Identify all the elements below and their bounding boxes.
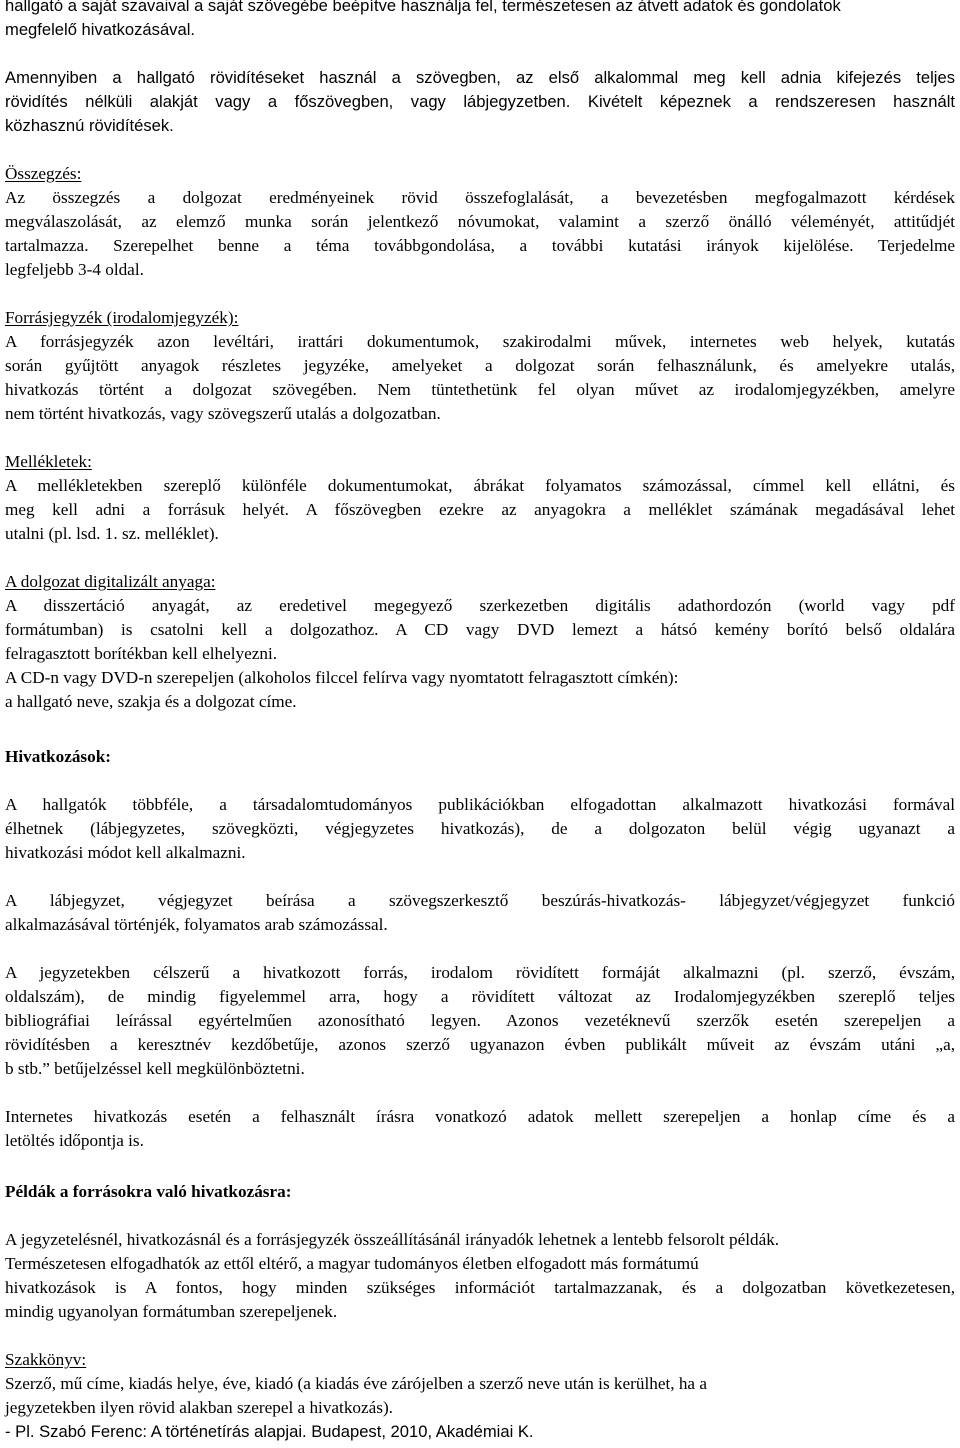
- text-line: tartalmazza. Szerepelhet benne a téma továbbgondolása, a további kutatási irányok kijelölése. Terjedelme: [5, 236, 955, 255]
- text-line: Természetesen elfogadhatók az ettől eltérő, a magyar tudományos életben elfogadott más formátumú: [5, 1254, 699, 1273]
- text-line: A jegyzetelésnél, hivatkozásnál és a forrásjegyzék összeállításánál irányadók lehetnek a lentebb felsorolt példák.: [5, 1230, 780, 1249]
- text-line: oldalszám), de mindig figyelemmel arra, hogy a rövidített változat az Irodalomjegyzékben szereplő teljes: [5, 987, 955, 1006]
- text-line: Az összegzés a dolgozat eredményeinek rövid összefoglalását, a bevezetésben megfogalmazott kérdések: [5, 188, 955, 207]
- text-line: felragasztott borítékban kell elhelyezni.: [5, 644, 278, 663]
- text-line: rövidítés nélküli alakját vagy a főszövegben, vagy lábjegyzetben. Kivételt képeznek a rendszeresen használt: [5, 92, 955, 111]
- section-heading: Szakkönyv:: [5, 1350, 87, 1369]
- text-line: bibliográfiai leírással egyértelműen azonosítható legyen. Azonos vezetéknevű szerzők esetén szerepeljen a: [5, 1011, 955, 1030]
- text-line: A jegyzetekben célszerű a hivatkozott forrás, irodalom rövidített formáját alkalmazni (pl. szerző, évszám,: [5, 963, 955, 982]
- text-line: élhetnek (lábjegyzetes, szövegközti, végjegyzetes hivatkozás), de a dolgozaton belül végig ugyanazt a: [5, 819, 955, 838]
- section-heading: Mellékletek:: [5, 452, 92, 471]
- text-line: legfeljebb 3-4 oldal.: [5, 260, 144, 279]
- text-line: hallgató a saját szavaival a saját szövegébe beépítve használja fel, természetesen az átvett adatok és gondolatok: [5, 0, 841, 15]
- text-line: meg kell adni a forrásuk helyét. A főszövegben ezekre az anyagokra a melléklet számának megadásával lehet: [5, 500, 955, 519]
- text-line: hivatkozási módot kell alkalmazni.: [5, 843, 246, 862]
- text-line: A CD-n vagy DVD-n szerepeljen (alkoholos filccel felírva vagy nyomtatott felragasztott címkén):: [5, 668, 679, 687]
- text-line: formátumban) is csatolni kell a dolgozathoz. A CD vagy DVD lemezt a hátsó kemény borító belső oldalára: [5, 620, 955, 639]
- text-line: a hallgató neve, szakja és a dolgozat címe.: [5, 692, 297, 711]
- text-line: során gyűjtött anyagok részletes jegyzéke, amelyeket a dolgozat során felhasználunk, és amelyekre utalás,: [5, 356, 955, 375]
- text-line: A lábjegyzet, végjegyzet beírása a szövegszerkesztő beszúrás-hivatkozás- lábjegyzet/végjegyzet funkció: [5, 891, 955, 910]
- text-line: utalni (pl. lsd. 1. sz. melléklet).: [5, 524, 219, 543]
- text-line: Amennyiben a hallgató rövidítéseket használ a szövegben, az első alkalommal meg kell adnia kifejezés teljes: [5, 68, 955, 87]
- section-heading: Összegzés:: [5, 164, 82, 183]
- text-line: alkalmazásával történjék, folyamatos arab számozással.: [5, 915, 388, 934]
- text-line: rövidítésben a keresztnév kezdőbetűje, azonos szerző ugyanazon évben publikált műveit az évszám utáni „a,: [5, 1035, 955, 1054]
- text-line: mindig ugyanolyan formátumban szerepeljenek.: [5, 1302, 338, 1321]
- text-line: letöltés időpontja is.: [5, 1131, 144, 1150]
- text-line: megválaszolását, az elemző munka során jelentkező nóvumokat, valamint a szerző önálló véleményét, attitűdjét: [5, 212, 955, 231]
- text-line: A hallgatók többféle, a társadalomtudományos publikációkban elfogadottan alkalmazott hivatkozási formával: [5, 795, 955, 814]
- text-line: - Pl. Szabó Ferenc: A történetírás alapjai. Budapest, 2010, Akadémiai K.: [5, 1422, 534, 1441]
- text-line: hivatkozások is A fontos, hogy minden szükséges információt tartalmazzanak, és a dolgozatban következetesen,: [5, 1278, 955, 1297]
- section-heading: Példák a forrásokra való hivatkozásra:: [5, 1182, 292, 1201]
- section-heading: A dolgozat digitalizált anyaga:: [5, 572, 216, 591]
- text-line: nem történt hivatkozás, vagy szövegszerű utalás a dolgozatban.: [5, 404, 441, 423]
- text-line: A mellékletekben szereplő különféle dokumentumokat, ábrákat folyamatos számozással, címmel kell ellátni, és: [5, 476, 955, 495]
- text-line: b stb.” betűjelzéssel kell megkülönböztetni.: [5, 1059, 305, 1078]
- text-line: megfelelő hivatkozásával.: [5, 20, 196, 39]
- text-line: hivatkozás történt a dolgozat szövegében. Nem tüntethetünk fel olyan művet az irodalomjegyzékben, amelyre: [5, 380, 955, 399]
- section-heading: Hivatkozások:: [5, 747, 111, 766]
- text-line: A disszertáció anyagát, az eredetivel megegyező szerkezetben digitális adathordozón (world vagy pdf: [5, 596, 955, 615]
- text-line: jegyzetekben ilyen rövid alakban szerepel a hivatkozás).: [5, 1398, 393, 1417]
- text-line: Szerző, mű címe, kiadás helye, éve, kiadó (a kiadás éve zárójelben a szerző neve után is kerülhet, ha a: [5, 1374, 707, 1393]
- section-heading: Forrásjegyzék (irodalomjegyzék):: [5, 308, 239, 327]
- text-line: közhasznú rövidítések.: [5, 116, 174, 135]
- text-line: A forrásjegyzék azon levéltári, irattári dokumentumok, szakirodalmi művek, internetes web helyek, kutatás: [5, 332, 955, 351]
- text-line: Internetes hivatkozás esetén a felhasznált írásra vonatkozó adatok mellett szerepeljen a honlap címe és a: [5, 1107, 955, 1126]
